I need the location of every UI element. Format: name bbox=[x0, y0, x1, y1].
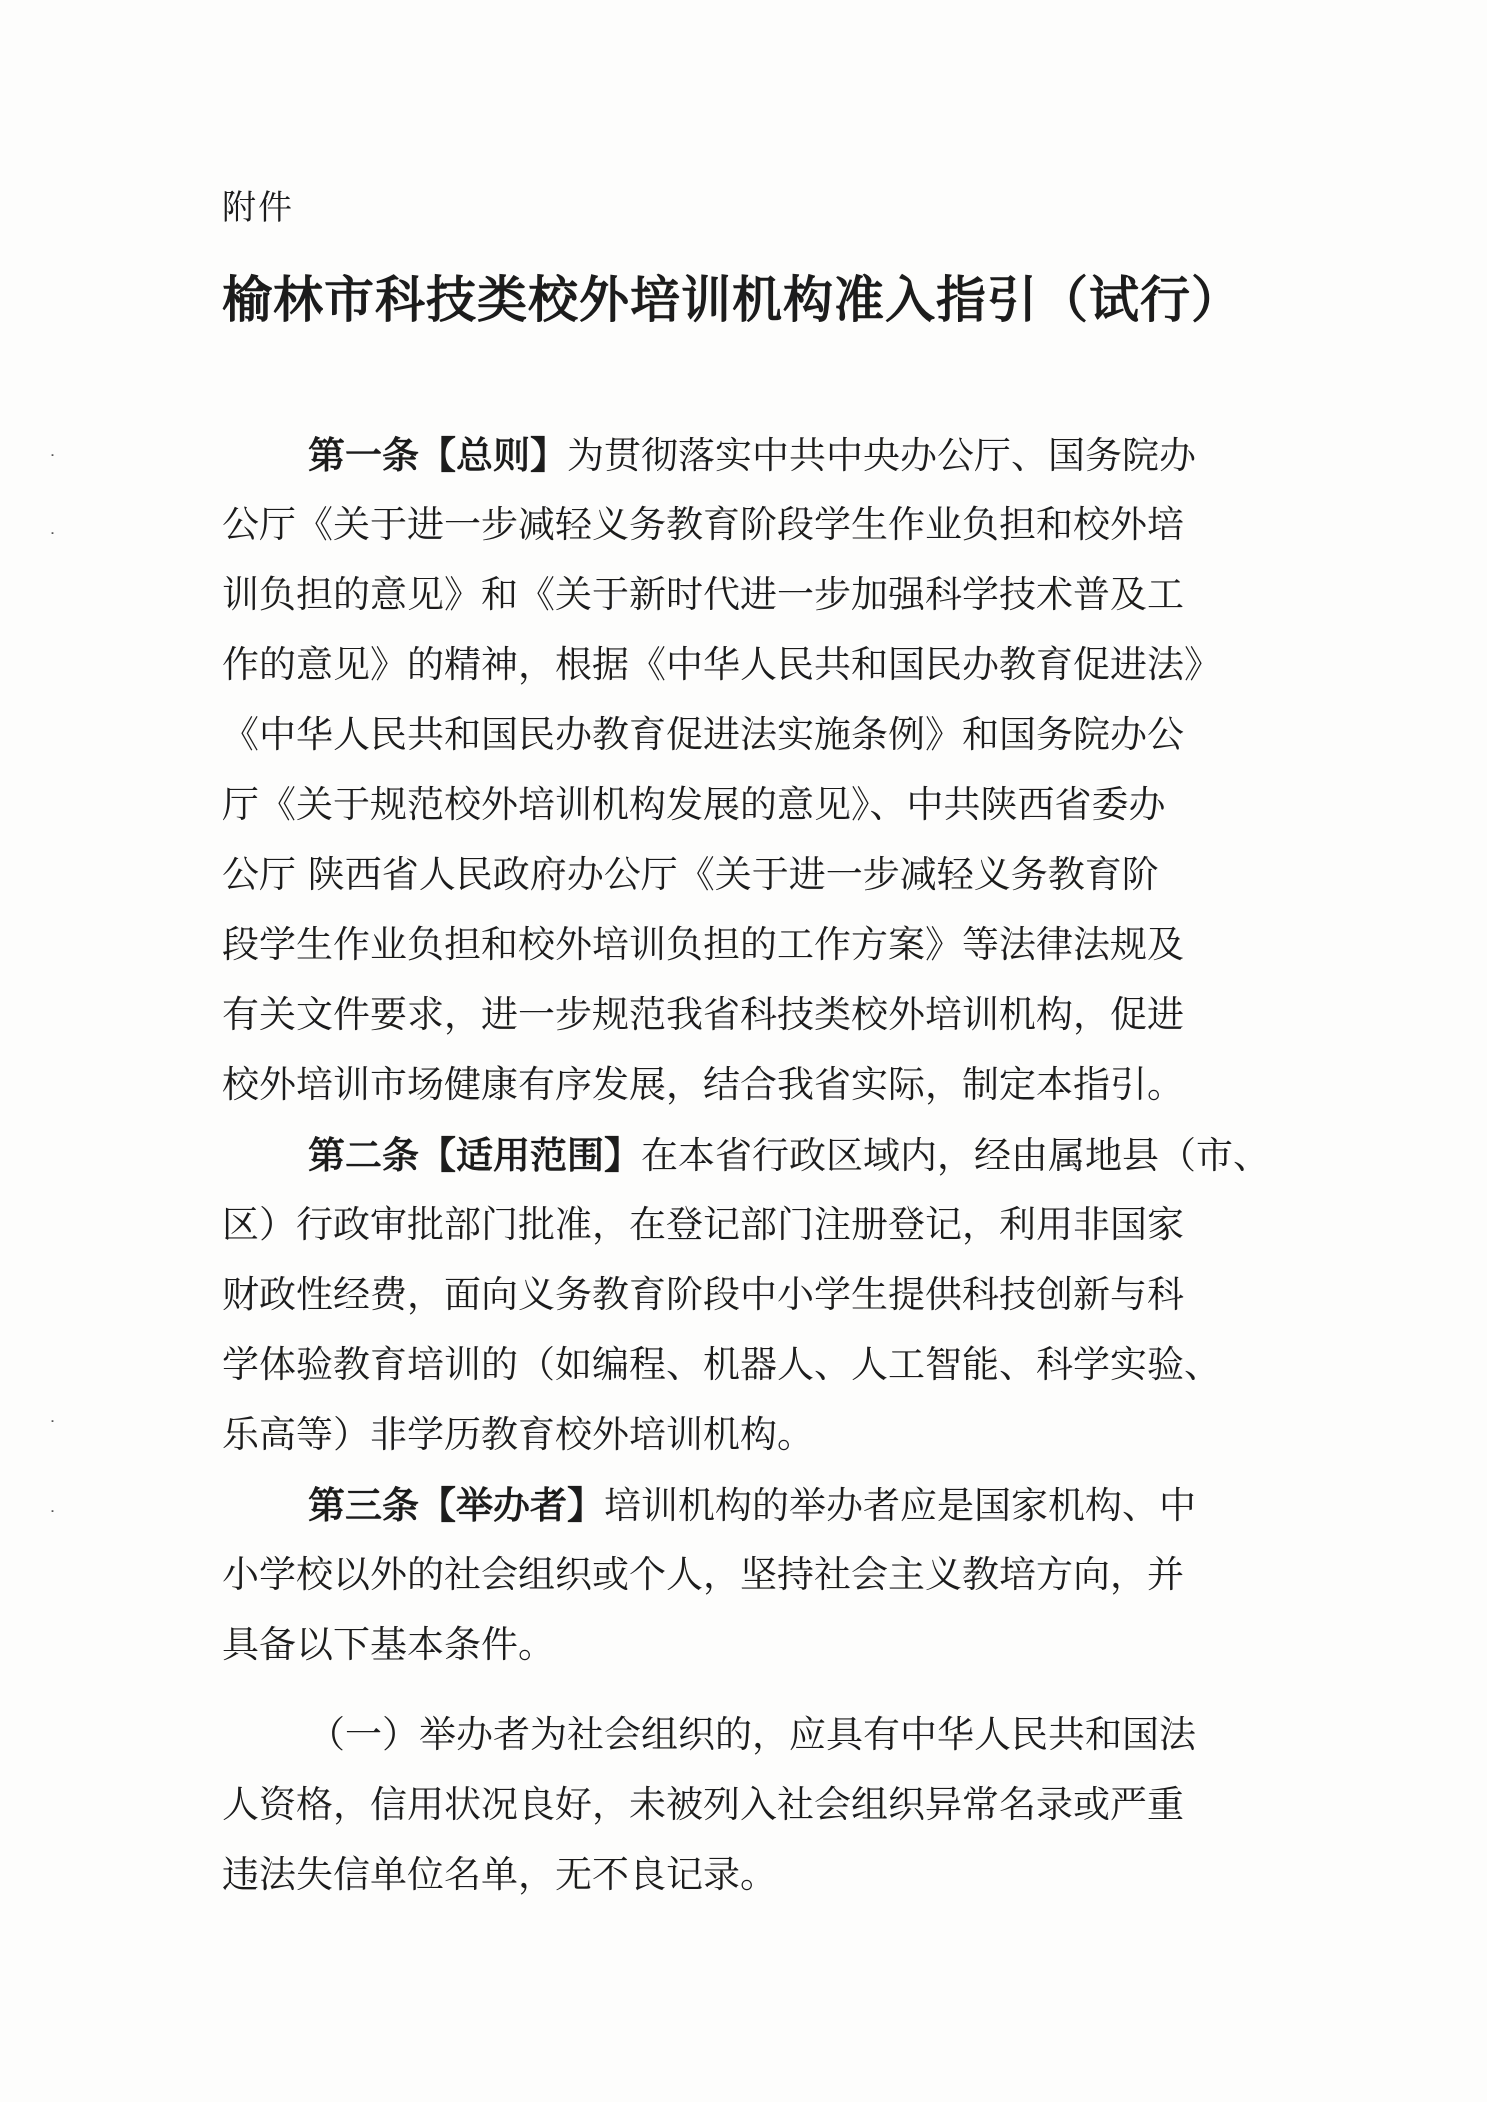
line-text: 在本省行政区域内，经由属地县（市、 bbox=[641, 1134, 1270, 1177]
paragraph-line: 具备以下基本条件。 bbox=[222, 1623, 555, 1666]
paragraph-line: 公厅 陕西省人民政府办公厅《关于进一步减轻义务教育阶 bbox=[222, 853, 1159, 896]
article-heading: 第一条【总则】 bbox=[308, 433, 567, 477]
paragraph-line: 校外培训市场健康有序发展，结合我省实际，制定本指引。 bbox=[222, 1063, 1184, 1106]
paragraph-line bbox=[308, 1482, 1196, 1529]
paragraph-line: 训负担的意见》和《关于新时代进一步加强科学技术普及工 bbox=[222, 573, 1184, 616]
paragraph-line: 区）行政审批部门批准，在登记部门注册登记，利用非国家 bbox=[222, 1203, 1184, 1246]
paragraph-line: 财政性经费，面向义务教育阶段中小学生提供科技创新与科 bbox=[222, 1273, 1184, 1316]
paragraph-line: 学体验教育培训的（如编程、机器人、人工智能、科学实验、 bbox=[222, 1343, 1221, 1386]
paragraph-line: （一）举办者为社会组织的，应具有中华人民共和国法 bbox=[308, 1713, 1196, 1756]
paragraph-line bbox=[308, 1132, 1270, 1179]
paragraph-line: 有关文件要求，进一步规范我省科技类校外培训机构，促进 bbox=[222, 993, 1184, 1036]
paragraph-line: 作的意见》的精神，根据《中华人民共和国民办教育促进法》 bbox=[222, 643, 1221, 686]
attachment-label: 附件 bbox=[222, 188, 294, 228]
paragraph-line bbox=[308, 432, 1196, 479]
scan-speck: ˙ bbox=[48, 452, 57, 473]
paragraph-line: 《中华人民共和国民办教育促进法实施条例》和国务院办公 bbox=[222, 713, 1184, 756]
line-text: 培训机构的举办者应是国家机构、中 bbox=[604, 1484, 1196, 1527]
paragraph-line: 公厅《关于进一步减轻义务教育阶段学生作业负担和校外培 bbox=[222, 503, 1184, 546]
paragraph-line: 小学校以外的社会组织或个人，坚持社会主义教培方向，并 bbox=[222, 1553, 1184, 1596]
article-heading: 第二条【适用范围】 bbox=[308, 1133, 641, 1177]
paragraph-line: 段学生作业负担和校外培训负担的工作方案》等法律法规及 bbox=[222, 923, 1184, 966]
scan-speck: ˙ bbox=[48, 1508, 57, 1529]
scan-speck: ˙ bbox=[48, 1418, 57, 1439]
line-text: 为贯彻落实中共中央办公厅、国务院办 bbox=[567, 434, 1196, 477]
paragraph-line: 人资格，信用状况良好，未被列入社会组织异常名录或严重 bbox=[222, 1783, 1184, 1826]
paragraph-line: 乐高等）非学历教育校外培训机构。 bbox=[222, 1413, 814, 1456]
paragraph-line: 厅《关于规范校外培训机构发展的意见》、中共陕西省委办 bbox=[222, 783, 1166, 826]
document-title: 榆林市科技类校外培训机构准入指引（试行） bbox=[222, 270, 1242, 329]
article-heading: 第三条【举办者】 bbox=[308, 1483, 604, 1527]
scan-speck: ˙ bbox=[48, 530, 57, 551]
paragraph-line: 违法失信单位名单，无不良记录。 bbox=[222, 1853, 777, 1896]
